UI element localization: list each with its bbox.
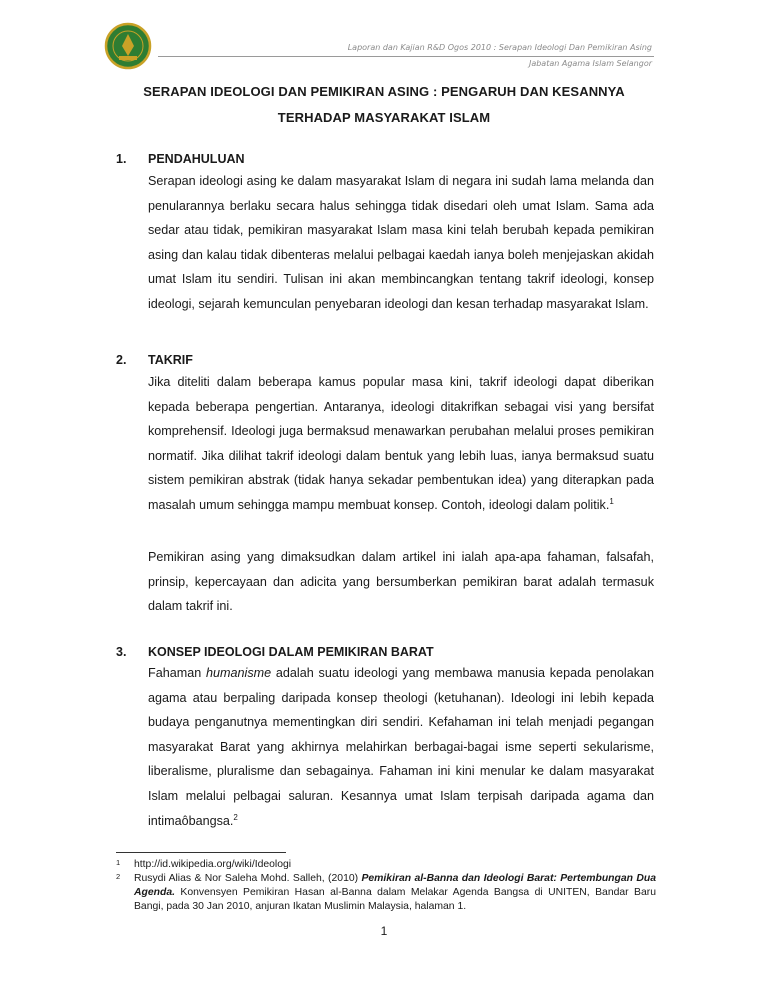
- section-3-text-rest: adalah suatu ideologi yang membawa manusia kepada penolakan agama atau berpaling daripada konsep theologi (ketuhanan). Ideologi ini lebih kepada budaya penganutnya mementingkan diri sendiri. Kefahaman ini telah menjadi pegangan masyarakat Barat yang akhirnya melahirkan berbagai-bagai isme seperti sekularisme, liberalisme, pluralisme dan sebagainya. Fahaman ini kini menular ke dalam masyarakat Islam melalui pelbagai saluran. Kesannya umat Islam terpisah daripada agama dan intimaôbangsa.: [148, 666, 655, 828]
- footnote-2-mark: 2: [116, 872, 121, 881]
- section-2-paragraph-2: Pemikiran asing yang dimaksudkan dalam artikel ini ialah apa-apa fahaman, falsafah, prinsip, kepercayaan dan adicita yang bersumberkan pemikiran barat adalah termasuk dalam takrif ini.: [148, 550, 654, 614]
- section-3-text-start: Fahaman: [148, 666, 207, 680]
- section-2-paragraph-1: [148, 370, 654, 518]
- section-3-paragraph: [148, 661, 654, 833]
- header-department: Jabatan Agama Islam Selangor: [528, 59, 652, 68]
- section-1-paragraph: Serapan ideologi asing ke dalam masyarakat Islam di negara ini sudah lama melanda dan penularannya berlaku secara halus sehingga tidak disedari oleh umat Islam. Sama ada sedar atau tidak, pemikiran masyarakat Islam masa kini telah berubah kepada pemikiran asing dan kalau tidak dibenteras melalui pelbagai kaedah ianya boleh menjejaskan akidah umat Islam itu sendiri. Tulisan ini akan membincangkan tentang takrif ideologi, konsep ideologi, sejarah kemunculan penyebaran ideologi dan kesan terhadap masyarakat Islam.: [148, 174, 654, 311]
- footnote-2: [116, 872, 656, 914]
- section-3-term-humanisme: humanisme: [206, 666, 272, 680]
- jabatan-logo: [104, 22, 152, 70]
- footnote-ref-1: 1: [609, 496, 614, 506]
- document-title-line1: SERAPAN IDEOLOGI DAN PEMIKIRAN ASING : PENGARUH DAN KESANNYA: [143, 84, 625, 99]
- section-3-heading: KONSEP IDEOLOGI DALAM PEMIKIRAN BARAT: [148, 645, 434, 659]
- footnote-2-title: Pemikiran al-Banna dan Ideologi Barat: Pertembungan Dua Agenda.: [134, 873, 657, 898]
- section-3-number: 3.: [116, 645, 127, 659]
- footnote-divider: [116, 852, 286, 853]
- footnote-1-link[interactable]: http://id.wikipedia.org/wiki/Ideologi: [134, 859, 292, 870]
- section-1-heading: PENDAHULUAN: [148, 152, 245, 166]
- header-report-line: Laporan dan Kajian R&D Ogos 2010 : Serapan Ideologi Dan Pemikiran Asing: [347, 43, 652, 52]
- document-title-line2: TERHADAP MASYARAKAT ISLAM: [277, 110, 491, 125]
- section-1-number: 1.: [116, 152, 127, 166]
- section-2-heading: TAKRIF: [148, 353, 193, 367]
- footnote-ref-2: 2: [233, 812, 238, 822]
- footnote-1-mark: 1: [116, 858, 121, 867]
- footnote-2-text: [134, 872, 656, 914]
- footnote-2-prefix: Rusydi Alias & Nor Saleha Mohd. Salleh, (2010): [134, 873, 362, 884]
- page-number: 1: [380, 924, 388, 938]
- footnote-2-suffix: Konvensyen Pemikiran Hasan al-Banna dalam Melakar Agenda Bangsa di UNITEN, Bandar Baru Bangi, pada 30 Jan 2010, anjuran Ikatan Muslimin Malaysia, halaman 1.: [134, 887, 656, 912]
- section-2-paragraph-1-text: Jika diteliti dalam beberapa kamus popular masa kini, takrif ideologi dapat diberikan kepada beberapa pengertian. Antaranya, ideologi ditakrifkan sebagai visi yang bersifat komprehensif. Ideologi juga bermaksud menawarkan perubahan melalui proses pemikiran normatif. Jika dilihat takrif ideologi dalam bentuk yang lebih luas, ianya bermaksud suatu sistem pemikiran abstrak (tidak hanya sekadar pembentukan idea) yang diterapkan pada masalah umum sehingga mampu membuat konsep. Contoh, ideologi dalam politik.: [148, 375, 654, 512]
- section-2-number: 2.: [116, 353, 127, 367]
- header-divider: [158, 56, 654, 57]
- footnote-1: [116, 858, 656, 872]
